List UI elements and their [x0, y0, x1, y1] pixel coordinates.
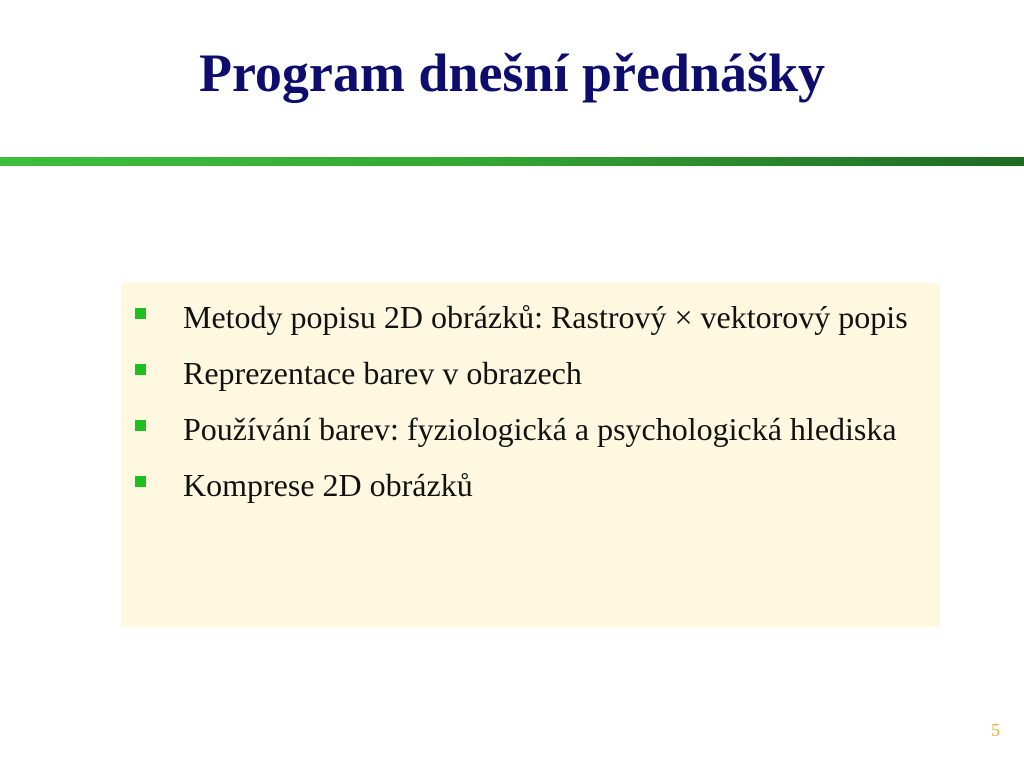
square-bullet-icon [135, 476, 146, 487]
list-item [121, 295, 940, 340]
list-item [121, 407, 940, 452]
list-item [121, 351, 940, 396]
square-bullet-icon [135, 364, 146, 375]
list-item [121, 463, 940, 508]
bullet-text: Komprese 2D obrázků [183, 467, 473, 503]
square-bullet-icon [135, 308, 146, 319]
page-number: 5 [991, 720, 1000, 740]
bullet-text: Reprezentace barev v obrazech [183, 355, 582, 391]
bullet-list [121, 295, 940, 519]
bullet-text: Metody popisu 2D obrázků: Rastrový × vektorový popis [183, 299, 908, 335]
content-box [121, 283, 940, 627]
slide-title: Program dnešní přednášky [198, 43, 826, 103]
bullet-text: Používání barev: fyziologická a psychologická hlediska [183, 411, 897, 447]
title-divider [0, 157, 1024, 166]
square-bullet-icon [135, 420, 146, 431]
